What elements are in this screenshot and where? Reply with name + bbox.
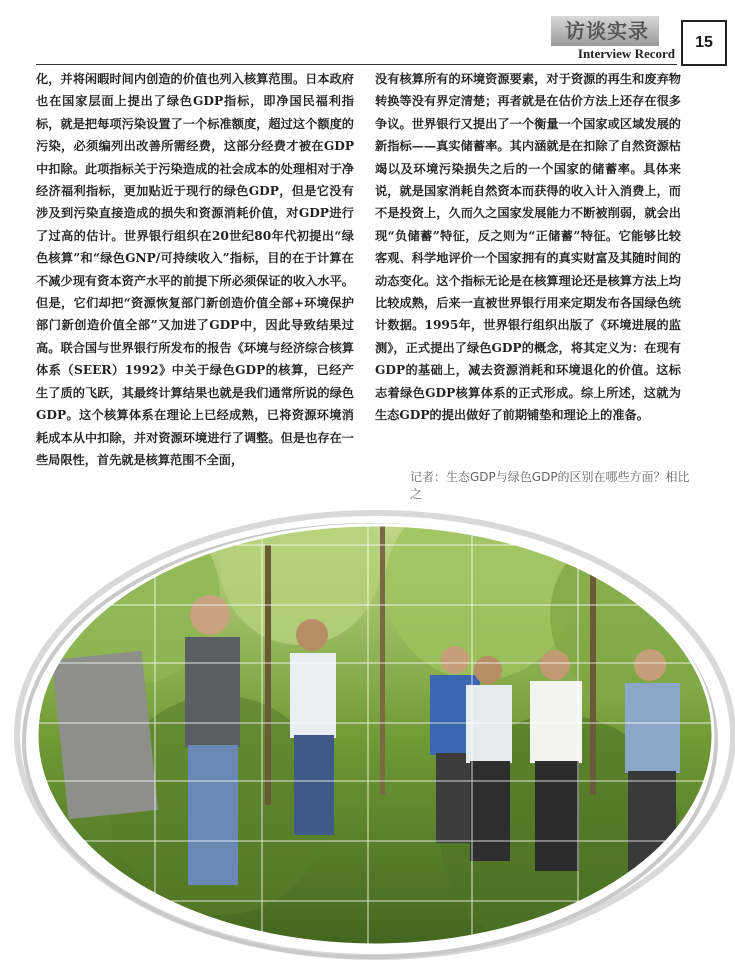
page-number: 15 (681, 20, 727, 66)
right-column-text: 没有核算所有的环境资源要素，对于资源的再生和废弃物转换等没有界定清楚；再者就是在估价方法上还存在很多争议。世界银行又提出了一个衡量一个国家或区域发展的新指标——真实储蓄率。其内涵就是在扣除了自然资源枯竭以及环境污染损失之后的一个国家的储蓄率。具体来说，就是国家消耗自然资本而获得的收入计入消费上，而不是投资上，久而久之国家发展能力不断被削弱，就会出现“负储蓄”特征，反之则为“正储蓄”特征。它能够比较客观、科学地评价一个国家拥有的真实财富及其随时间的动态变化。这个指标无论是在核算理论还是核算方法上均比较成熟，后来一直被世界银行用来定期发布各国绿色统计数据。1995年，世界银行组织出版了《环境进展的监测》，正式提出了绿色GDP的概念，将其定义为：在现有GDP的基础上，减去资源消耗和环境退化的价值。这标志着绿色GDP核算体系的正式形成。综上所述，这就为生态GDP的提出做好了前期铺垫和理论上的准备。 (375, 72, 681, 423)
field-photo-illustration (0, 505, 735, 975)
person-4 (466, 656, 512, 861)
field-photo (0, 505, 735, 975)
right-column (375, 68, 681, 427)
left-column (36, 68, 354, 471)
left-column-text: 化，并将闲暇时间内创造的价值也列入核算范围。日本政府也在国家层面上提出了绿色GDP指标，即净国民福利指标，就是把每项污染设置了一个标准额度，超过这个额度的污染，必须编列出改善所需经费，这部分经费才被在GDP中扣除。此项指标关于污染造成的社会成本的处理相对于净经济福利指标，更加贴近于现行的绿色GDP，但是它没有涉及到污染直接造成的损失和资源消耗价值，对GDP进行了过高的估计。世界银行组织在20世纪80年代初提出“绿色核算”和“绿色GNP/可持续收入”指标，目的在于计算在不减少现有资本资产水平的前提下所必须保证的收入水平。但是，它们却把“资源恢复部门新创造价值全部+环境保护部门新创造价值全部”又加进了GDP中，因此导致结果过高。联合国与世界银行所发布的报告《环境与经济综合核算体系（SEER）1992》中关于绿色GDP的核算，已经产生了质的飞跃，其最终计算结果也就是我们通常所说的绿色GDP。这个核算体系在理论上已经成熟，已将资源环境消耗成本从中扣除，并对资源环境进行了调整。但是也存在一些局限性，首先就是核算范围不全面， (36, 72, 354, 467)
header-divider (36, 64, 677, 65)
reporter-question: 记者：生态GDP与绿色GDP的区别在哪些方面？相比之 (410, 470, 690, 501)
person-5 (530, 650, 582, 871)
page-header (0, 6, 735, 66)
section-title: 访谈实录 (551, 16, 659, 46)
section-subtitle: Interview Record (577, 46, 675, 61)
